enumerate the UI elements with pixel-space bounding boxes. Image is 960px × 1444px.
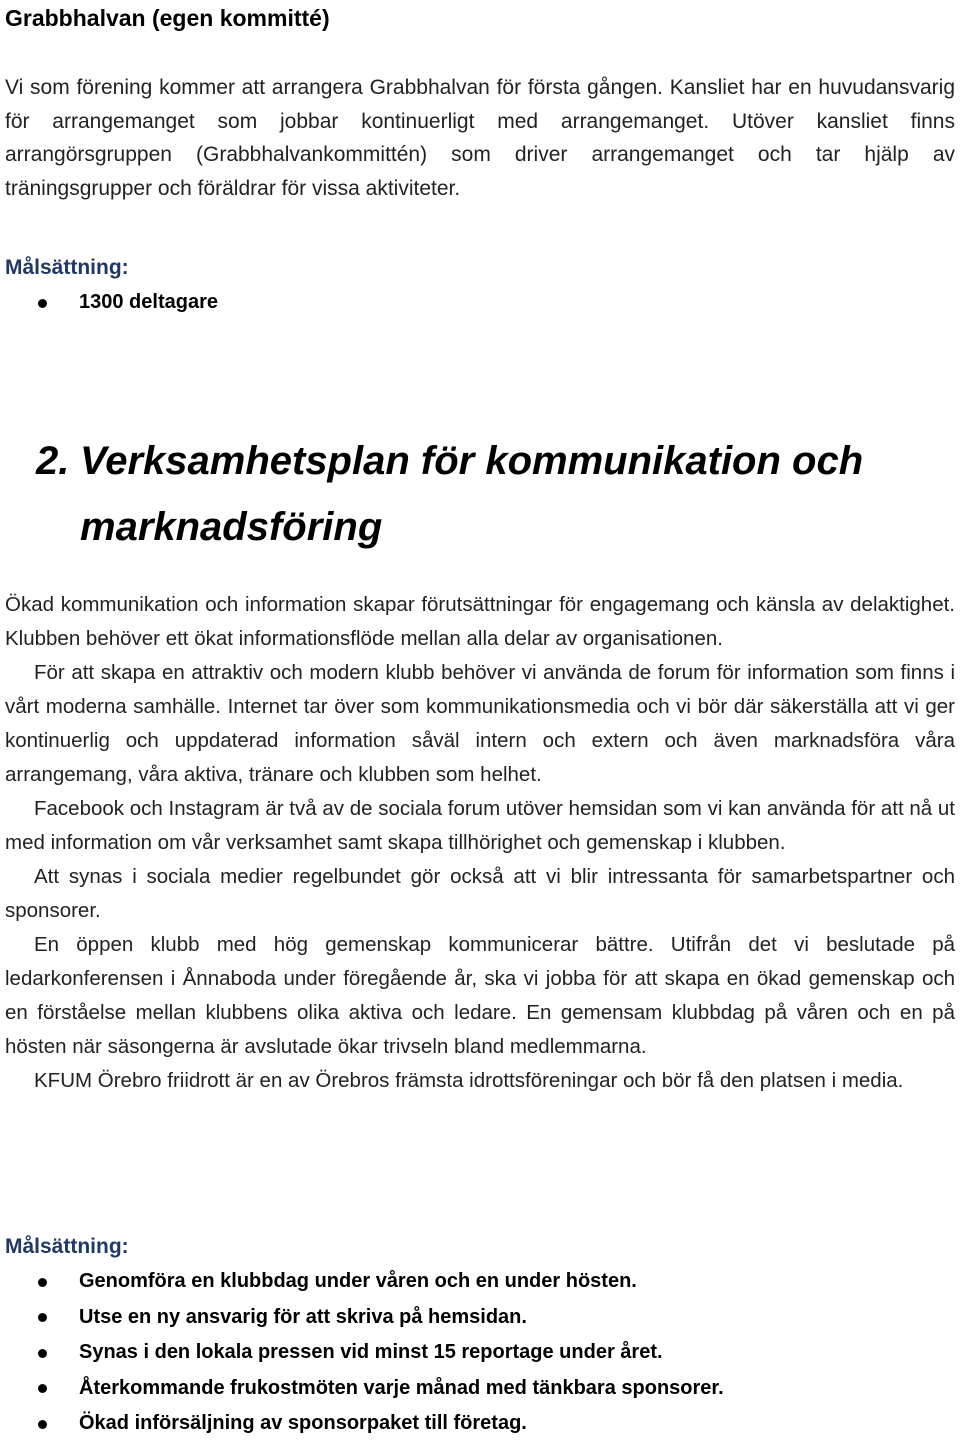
paragraph: För att skapa en attraktiv och modern klubb behöver vi använda de forum för information som finns i vårt moderna samhälle. Internet tar över som kommunikationsmedia och vi bör där säkerställa att vi ger kontinuerlig och uppdaterad information såväl intern och extern och även marknadsföra våra arrangemang, våra aktiva, tränare och klubben som helhet. [5,661,955,786]
goal-item-text: Utse en ny ansvarig för att skriva på hemsidan. [79,1305,527,1328]
paragraph: Ökad kommunikation och information skapar förutsättningar för engagemang och känsla av delaktighet. Klubben behöver ett ökat informationsflöde mellan alla delar av organisationen. [5,593,955,650]
section-goal-heading: Målsättning: [5,1235,129,1258]
section-heading [36,428,936,560]
section-title: Verksamhetsplan för kommunikation och marknadsföring [80,439,864,549]
section-goal-list [0,1264,724,1442]
bullet-icon [38,299,47,308]
section-body [5,588,955,1098]
goal-item-text: Synas i den lokala pressen vid minst 15 reportage under året. [79,1341,663,1363]
bullet-icon [38,1420,47,1429]
goal-item [0,1406,724,1442]
bullet-icon [38,1349,47,1358]
goal-item-text: Genomföra en klubbdag under våren och en under hösten. [79,1270,637,1292]
bullet-icon [38,1278,47,1287]
grabbhalvan-body: Vi som förening kommer att arrangera Grabbhalvan för första gången. Kansliet har en huvudansvarig för arrangemanget som jobbar kontinuerligt med arrangemanget. Utöver kansliet finns arrangörsgruppen (Grabbhalvankommittén) som driver arrangemanget och tar hjälp av träningsgrupper och föräldrar för vissa aktiviteter. [5,76,955,200]
paragraph: Facebook och Instagram är två av de sociala forum utöver hemsidan som vi kan använda för att nå ut med information om vår verksamhet samt skapa tillhörighet och gemenskap i klubben. [5,797,955,854]
paragraph: En öppen klubb med hög gemenskap kommunicerar bättre. Utifrån det vi beslutade på ledarkonferensen i Ånnaboda under föregående år, ska vi jobba för att skapa en ökad gemenskap och en förståelse mellan klubbens olika aktiva och ledare. En gemensam klubbdag på våren och en på hösten när säsongerna är avslutade ökar trivseln bland medlemmarna. [5,933,955,1058]
goal-item [0,285,218,321]
bullet-icon [38,1313,47,1322]
paragraph: Att synas i sociala medier regelbundet gör också att vi blir intressanta för samarbetspartner och sponsorer. [5,865,955,922]
goal-item-text: Ökad införsäljning av sponsorpaket till företag. [79,1412,527,1434]
goal-item [0,1264,724,1300]
goal-item-text: 1300 deltagare [79,291,218,313]
goal-item [0,1371,724,1407]
goal-item [0,1300,724,1336]
bullet-icon [38,1384,47,1393]
grabbhalvan-goal-list [0,285,218,321]
grabbhalvan-title: Grabbhalvan (egen kommitté) [5,5,330,31]
paragraph: KFUM Örebro friidrott är en av Örebros främsta idrottsföreningar och bör få den platsen i media. [34,1069,904,1092]
section-number: 2. [36,439,70,483]
goal-item [0,1335,724,1371]
goal-item-text: Återkommande frukostmöten varje månad med tänkbara sponsorer. [79,1376,724,1399]
grabbhalvan-goal-heading: Målsättning: [5,256,129,279]
